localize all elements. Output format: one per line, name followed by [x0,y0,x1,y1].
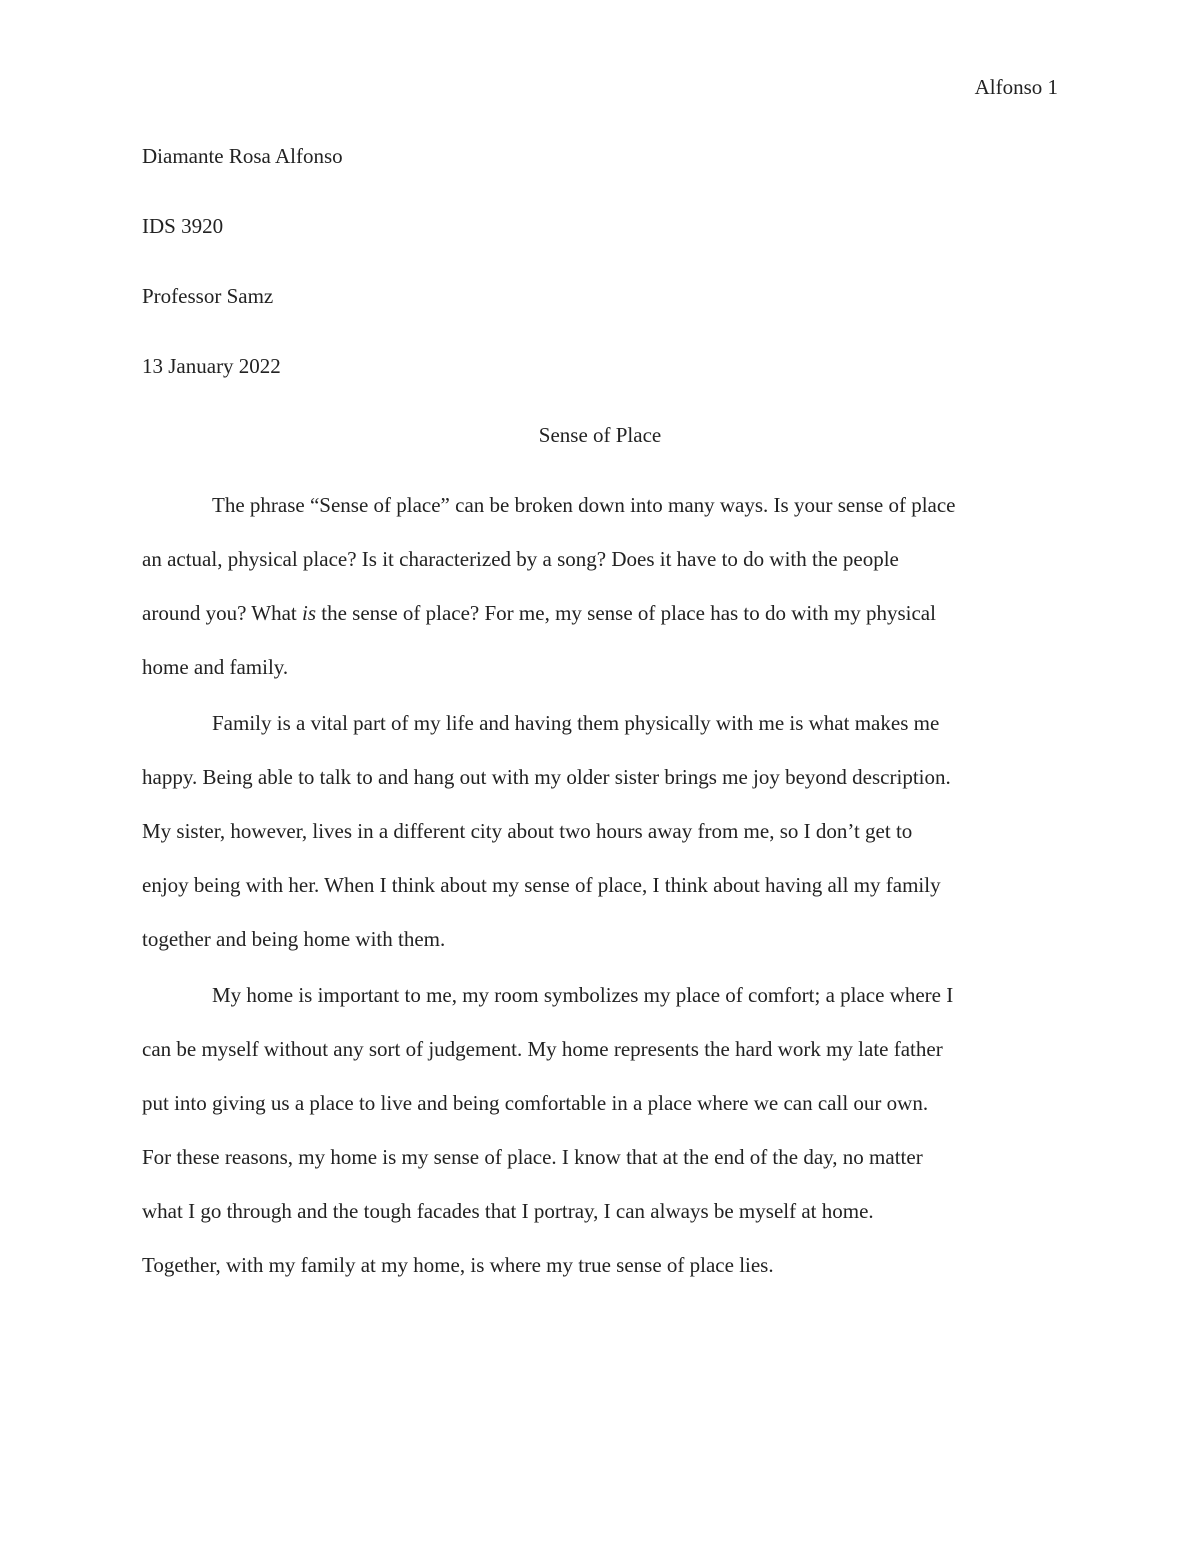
professor-name: Professor Samz [142,284,274,308]
mla-heading [142,141,1058,421]
paragraph-line: what I go through and the tough facades that I portray, I can always be myself at home. [142,1199,874,1223]
paragraph-line: For these reasons, my home is my sense of place. I know that at the end of the day, no matter [142,1145,923,1169]
paragraph-3 [142,980,1058,1290]
paragraph-line: My sister, however, lives in a different city about two hours away from me, so I don’t get to [142,819,913,843]
paragraph-line: Together, with my family at my home, is where my true sense of place lies. [142,1253,774,1277]
document-date: 13 January 2022 [142,354,281,378]
paragraph-line: put into giving us a place to live and being comfortable in a place where we can call our own. [142,1091,929,1115]
author-name: Diamante Rosa Alfonso [142,144,343,168]
line-text-after-emphasis: the sense of place? For me, my sense of place has to do with my physical [316,601,936,625]
paragraph-line-with-emphasis [142,598,1058,652]
paragraph-2 [142,708,1058,964]
running-head-page-number: Alfonso 1 [974,75,1058,99]
paragraph-1 [142,490,1058,692]
document-title: Sense of Place [538,423,662,447]
paragraph-line: My home is important to me, my room symbolizes my place of comfort; a place where I [212,983,954,1007]
paragraph-line: together and being home with them. [142,927,446,951]
course-number: IDS 3920 [142,214,224,238]
paragraph-line: happy. Being able to talk to and hang out with my older sister brings me joy beyond description. [142,765,951,789]
paragraph-line: can be myself without any sort of judgement. My home represents the hard work my late father [142,1037,943,1061]
paragraph-line: an actual, physical place? Is it characterized by a song? Does it have to do with the people [142,547,899,571]
paragraph-line: home and family. [142,655,289,679]
line-text-before-emphasis: around you? What [142,601,302,625]
emphasized-word: is [301,601,316,625]
paragraph-line: The phrase “Sense of place” can be broken down into many ways. Is your sense of place [212,493,956,517]
essay-body [142,490,1058,1306]
paragraph-line: Family is a vital part of my life and having them physically with me is what makes me [212,711,940,735]
paragraph-line: enjoy being with her. When I think about my sense of place, I think about having all my family [142,873,941,897]
